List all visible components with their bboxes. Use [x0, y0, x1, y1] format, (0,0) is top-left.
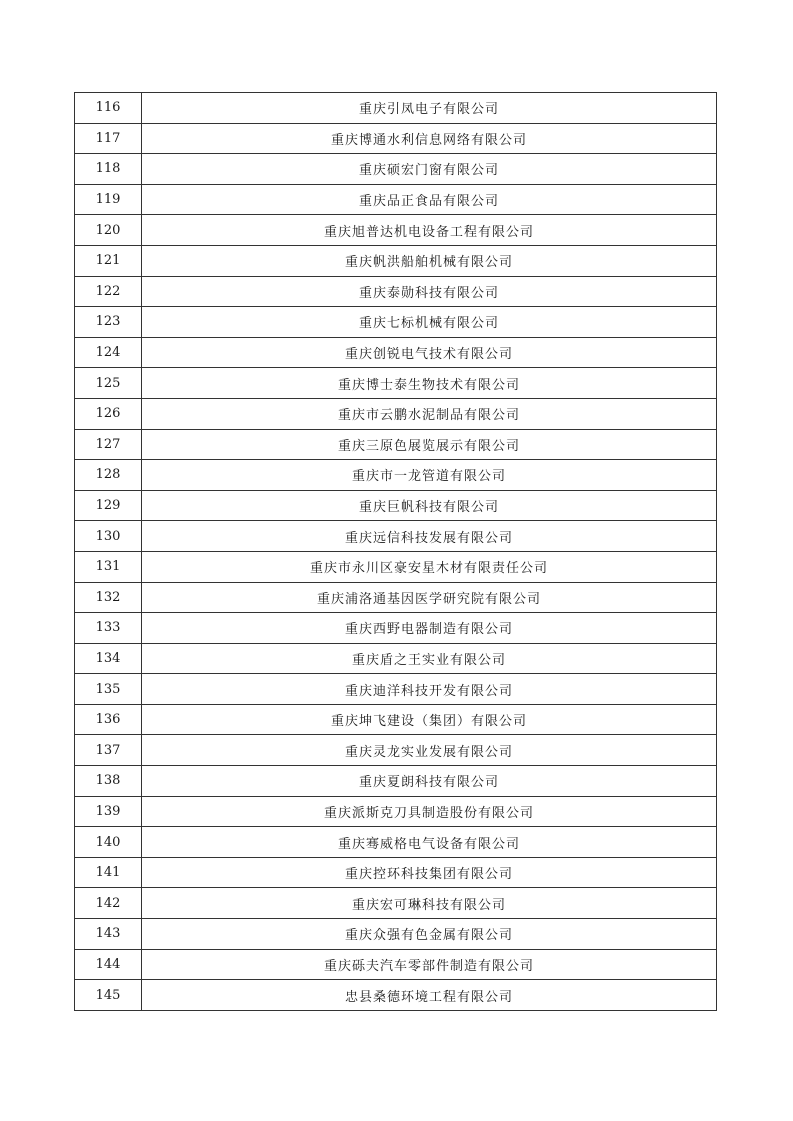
row-number: 136 [75, 704, 142, 735]
row-number: 133 [75, 613, 142, 644]
table-row [75, 857, 717, 888]
table-row [75, 460, 717, 491]
row-number: 122 [75, 276, 142, 307]
table-row [75, 307, 717, 338]
row-number: 123 [75, 307, 142, 338]
row-number: 139 [75, 796, 142, 827]
company-name: 重庆夏朗科技有限公司 [142, 766, 717, 797]
table-row [75, 551, 717, 582]
row-number: 130 [75, 521, 142, 552]
table-row [75, 613, 717, 644]
table-row [75, 766, 717, 797]
company-name: 重庆引凤电子有限公司 [142, 93, 717, 124]
table-row [75, 429, 717, 460]
company-name: 重庆巨帆科技有限公司 [142, 490, 717, 521]
company-name: 重庆众强有色金属有限公司 [142, 919, 717, 950]
company-name: 重庆迪洋科技开发有限公司 [142, 674, 717, 705]
company-name: 重庆品正食品有限公司 [142, 184, 717, 215]
table-row [75, 490, 717, 521]
table-row [75, 674, 717, 705]
company-name: 重庆西野电器制造有限公司 [142, 613, 717, 644]
table-row [75, 643, 717, 674]
table-row [75, 735, 717, 766]
company-list-table [74, 92, 717, 1011]
company-name: 重庆宏可琳科技有限公司 [142, 888, 717, 919]
company-name: 重庆七标机械有限公司 [142, 307, 717, 338]
company-name: 重庆控环科技集团有限公司 [142, 857, 717, 888]
table-row [75, 276, 717, 307]
table-row [75, 796, 717, 827]
company-name: 重庆旭普达机电设备工程有限公司 [142, 215, 717, 246]
row-number: 141 [75, 857, 142, 888]
company-name: 重庆硕宏门窗有限公司 [142, 154, 717, 185]
company-name: 重庆浦洛通基因医学研究院有限公司 [142, 582, 717, 613]
row-number: 126 [75, 398, 142, 429]
company-name: 重庆坤飞建设（集团）有限公司 [142, 704, 717, 735]
table-row [75, 827, 717, 858]
table-row [75, 521, 717, 552]
company-name: 重庆帆洪船舶机械有限公司 [142, 245, 717, 276]
table-row [75, 704, 717, 735]
table-row [75, 184, 717, 215]
row-number: 144 [75, 949, 142, 980]
table-row [75, 919, 717, 950]
company-name: 重庆市云鹏水泥制品有限公司 [142, 398, 717, 429]
company-name: 重庆市永川区豪安星木材有限责任公司 [142, 551, 717, 582]
table-row [75, 949, 717, 980]
row-number: 125 [75, 368, 142, 399]
company-name: 重庆骞威格电气设备有限公司 [142, 827, 717, 858]
table-row [75, 398, 717, 429]
table-body [75, 93, 717, 1011]
company-name: 重庆博士泰生物技术有限公司 [142, 368, 717, 399]
row-number: 117 [75, 123, 142, 154]
table-row [75, 582, 717, 613]
table-row [75, 154, 717, 185]
table-row [75, 980, 717, 1011]
row-number: 131 [75, 551, 142, 582]
company-name: 重庆博通水利信息网络有限公司 [142, 123, 717, 154]
row-number: 119 [75, 184, 142, 215]
company-name: 重庆派斯克刀具制造股份有限公司 [142, 796, 717, 827]
table-row [75, 215, 717, 246]
row-number: 116 [75, 93, 142, 124]
company-name: 重庆远信科技发展有限公司 [142, 521, 717, 552]
row-number: 140 [75, 827, 142, 858]
row-number: 132 [75, 582, 142, 613]
row-number: 143 [75, 919, 142, 950]
row-number: 129 [75, 490, 142, 521]
row-number: 127 [75, 429, 142, 460]
row-number: 138 [75, 766, 142, 797]
company-name: 重庆砾夫汽车零部件制造有限公司 [142, 949, 717, 980]
row-number: 121 [75, 245, 142, 276]
company-name: 重庆灵龙实业发展有限公司 [142, 735, 717, 766]
company-name: 重庆三原色展览展示有限公司 [142, 429, 717, 460]
row-number: 118 [75, 154, 142, 185]
company-name: 重庆泰勋科技有限公司 [142, 276, 717, 307]
row-number: 120 [75, 215, 142, 246]
table-row [75, 245, 717, 276]
row-number: 142 [75, 888, 142, 919]
table-row [75, 368, 717, 399]
company-name: 重庆创锐电气技术有限公司 [142, 337, 717, 368]
company-name: 重庆盾之王实业有限公司 [142, 643, 717, 674]
row-number: 145 [75, 980, 142, 1011]
company-name: 忠县桑德环境工程有限公司 [142, 980, 717, 1011]
table-row [75, 888, 717, 919]
row-number: 135 [75, 674, 142, 705]
table-row [75, 93, 717, 124]
row-number: 124 [75, 337, 142, 368]
row-number: 137 [75, 735, 142, 766]
row-number: 134 [75, 643, 142, 674]
table-row [75, 337, 717, 368]
row-number: 128 [75, 460, 142, 491]
table-row [75, 123, 717, 154]
company-name: 重庆市一龙管道有限公司 [142, 460, 717, 491]
